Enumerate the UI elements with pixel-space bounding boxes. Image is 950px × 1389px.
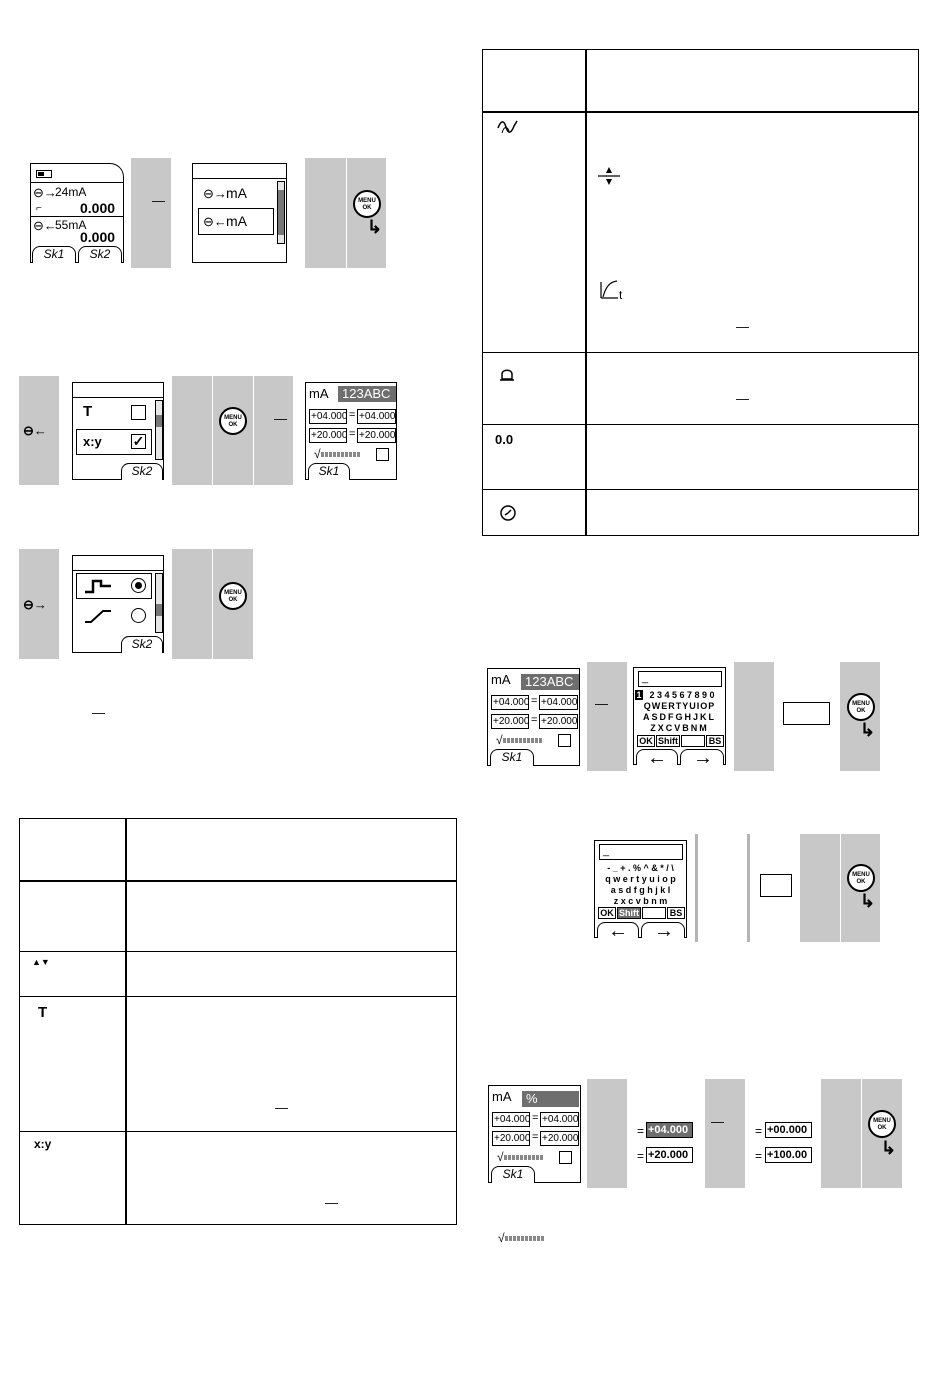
return-arrow-icon: ↳ <box>367 217 383 237</box>
equals: = <box>349 428 356 440</box>
input-icon: ⊖← <box>203 214 227 229</box>
xy-checkbox[interactable]: ✓ <box>132 433 145 449</box>
menu-item-output-ma[interactable]: mA <box>226 185 247 201</box>
scrollbar[interactable] <box>155 573 163 633</box>
key-row-qwerty[interactable]: q w e r t y u i o p <box>605 874 676 884</box>
text-entry-field[interactable]: _ <box>638 671 722 687</box>
softkey-1[interactable]: Sk1 <box>308 463 350 480</box>
xy-icon: x:y <box>83 434 102 449</box>
sqrt-checkbox[interactable] <box>559 1151 572 1164</box>
output-low[interactable]: +04.000 <box>359 411 396 422</box>
menu-ok-button[interactable]: MENU OK <box>847 864 875 892</box>
unit-field[interactable]: % <box>522 1091 579 1107</box>
text-entry-field[interactable]: _ <box>599 844 683 860</box>
t-checkbox[interactable] <box>131 405 146 420</box>
scrollbar[interactable] <box>155 400 163 460</box>
row-rule <box>483 489 918 490</box>
softkey-1[interactable]: Sk1 <box>491 1166 535 1183</box>
scaling-screen <box>305 382 397 480</box>
row-rule <box>20 951 456 952</box>
damping-icon <box>596 165 622 187</box>
channel1-range: 24mA <box>55 185 87 199</box>
row-rule <box>20 996 456 997</box>
sqrt-bargraph-icon: √ <box>498 1231 545 1245</box>
wave-filter-icon <box>496 118 520 136</box>
step-box <box>587 1079 627 1188</box>
dash-symbol: — <box>736 391 749 406</box>
svg-text:t: t <box>619 288 623 300</box>
unit-label: mA <box>491 672 511 687</box>
unit-label: mA <box>492 1089 512 1104</box>
output-high[interactable]: +20.000 <box>541 716 578 727</box>
divider <box>30 216 123 217</box>
step-box <box>131 158 171 268</box>
shift-key-active[interactable]: Shift <box>619 908 639 918</box>
backspace-key[interactable]: BS <box>667 907 685 919</box>
output-icon: ⊖→ <box>23 597 47 612</box>
menu-ok-button[interactable]: MENU OK <box>219 582 247 610</box>
output-mode-screen <box>72 555 164 653</box>
dash-symbol: — <box>92 705 105 720</box>
timer-icon <box>498 502 518 522</box>
dash-symbol: — <box>736 319 749 334</box>
output-high[interactable]: +20.000 <box>359 430 396 441</box>
equals: = <box>532 1131 539 1143</box>
column-divider <box>585 50 587 535</box>
output-high[interactable]: +20.000 <box>542 1133 579 1144</box>
softkey-2[interactable]: Sk2 <box>78 246 122 263</box>
output-low[interactable]: +04.000 <box>541 697 578 708</box>
softkey-2[interactable]: Sk2 <box>121 463 163 480</box>
softkey-2[interactable]: Sk2 <box>121 636 163 653</box>
input-low[interactable]: +04.000 <box>494 1114 531 1125</box>
divider <box>193 178 286 179</box>
divider <box>30 182 123 183</box>
cursor-right-button[interactable] <box>641 920 685 942</box>
key-row-zxcv[interactable]: z x c v b n m <box>613 896 668 906</box>
equals: = <box>637 1149 645 1163</box>
step-box <box>734 662 774 771</box>
edit-high[interactable]: +20.000 <box>646 1147 693 1163</box>
arrow-left-icon: ← <box>647 747 667 769</box>
menu-ok-button[interactable]: MENU OK <box>353 190 381 218</box>
empty-field-box <box>760 874 792 897</box>
menu-ok-button[interactable]: MENU OK <box>847 693 875 721</box>
channel1-reading: 0.000 <box>80 200 116 216</box>
cursor-left-button[interactable] <box>636 747 678 769</box>
menu-ok-button[interactable]: MENU OK <box>868 1110 896 1138</box>
softkey-1[interactable]: Sk1 <box>490 749 534 766</box>
percent-scaling-screen <box>488 1085 581 1183</box>
space-key[interactable] <box>642 907 666 919</box>
key-row-digits[interactable]: 2 3 4 5 6 7 8 9 0 <box>644 690 715 700</box>
step-radio[interactable] <box>131 578 146 593</box>
unit-field[interactable]: 123ABC <box>521 674 579 690</box>
dash-symbol: — <box>325 1195 338 1210</box>
equals: = <box>755 1149 763 1163</box>
arrow-left-icon: ← <box>608 920 628 942</box>
ramp-mode-icon <box>83 608 113 624</box>
decimal-digits-icon: 0.0 <box>495 432 514 447</box>
softkey-1[interactable]: Sk1 <box>32 246 76 263</box>
input-icon: ⊖← <box>23 423 47 438</box>
empty-field-box <box>783 702 830 725</box>
equals: = <box>532 1112 539 1124</box>
sqrt-icon: √ <box>314 447 361 461</box>
right-table <box>482 49 919 536</box>
edit-low-highlighted[interactable]: +04.000 <box>646 1122 693 1138</box>
t-icon: T <box>38 1004 48 1021</box>
equals: = <box>349 409 356 421</box>
channel2-input-icon: ⊖← <box>33 218 57 233</box>
equals: = <box>531 714 538 726</box>
unit-label: mA <box>309 386 329 401</box>
input-high[interactable]: +20.000 <box>493 716 530 727</box>
menu-item-input-ma[interactable]: mA <box>226 213 247 229</box>
step-box <box>172 549 212 659</box>
alarm-bell-icon <box>498 366 516 384</box>
sqrt-icon: √ <box>497 1150 544 1164</box>
space-key[interactable] <box>681 735 705 747</box>
return-arrow-icon: ↳ <box>860 891 876 911</box>
dash-symbol: — <box>595 696 608 711</box>
cursor-left-button[interactable] <box>597 920 639 942</box>
equals: = <box>637 1124 645 1138</box>
input-low[interactable]: +04.000 <box>493 697 530 708</box>
return-arrow-icon: ↳ <box>881 1138 897 1158</box>
input-low[interactable]: +04.000 <box>311 411 348 422</box>
key-row-symbols[interactable]: - _ + . % ^ & * / \ <box>607 863 674 873</box>
linearization-screen <box>72 382 164 480</box>
step-icon: ⌐ <box>36 203 42 214</box>
main-display-screen <box>30 163 124 263</box>
row-rule <box>483 352 918 353</box>
equals: = <box>755 1124 763 1138</box>
header-rule <box>483 111 918 113</box>
t-icon: T <box>83 403 93 420</box>
separator-bar <box>747 834 750 942</box>
step-mode-icon <box>83 578 113 594</box>
key-row-asdf[interactable]: ASDFGHJKL <box>642 712 716 722</box>
key-1-selected[interactable]: 1 <box>636 690 642 700</box>
dash-symbol: — <box>275 1100 288 1115</box>
keyboard-uppercase-screen <box>633 667 726 769</box>
xy-icon: x:y <box>34 1137 52 1151</box>
keyboard-lowercase-screen <box>594 840 687 942</box>
row-rule <box>483 424 918 425</box>
step-box <box>305 158 346 268</box>
key-row-qwerty[interactable]: QWERTYUIOP <box>643 701 716 711</box>
input-high[interactable]: +20.000 <box>311 430 348 441</box>
final-low[interactable]: +00.000 <box>765 1122 812 1138</box>
output-low[interactable]: +04.000 <box>542 1114 579 1125</box>
arrow-right-icon: → <box>654 920 674 942</box>
sqrt-icon: √ <box>496 733 543 747</box>
unit-field[interactable]: 123ABC <box>338 386 396 402</box>
input-high[interactable]: +20.000 <box>494 1133 531 1144</box>
channel-select-screen <box>192 163 287 263</box>
divider <box>73 570 163 571</box>
ramp-radio[interactable] <box>131 608 146 623</box>
scaling-screen <box>487 668 580 766</box>
scrollbar[interactable] <box>277 181 285 244</box>
menu-ok-button[interactable]: MENU OK <box>219 407 247 435</box>
ok-key[interactable]: OK <box>598 907 616 919</box>
key-row-asdf[interactable]: a s d f g h j k l <box>610 885 671 895</box>
up-down-arrows-icon: ▲▼ <box>32 957 50 967</box>
step-box <box>253 376 293 485</box>
channel2-range: 55mA <box>55 218 87 232</box>
output-icon: ⊖→ <box>203 186 227 201</box>
separator-bar <box>695 834 698 942</box>
header-rule <box>20 880 456 882</box>
left-table <box>19 818 457 1225</box>
dash-symbol: — <box>711 1114 724 1129</box>
rise-time-icon <box>598 278 626 300</box>
ok-key[interactable]: OK <box>637 735 655 747</box>
channel1-output-icon: ⊖→ <box>33 185 57 200</box>
cursor-right-button[interactable] <box>680 747 724 769</box>
dash-symbol: — <box>274 411 287 426</box>
divider <box>73 397 163 398</box>
row-rule <box>20 1131 456 1132</box>
dash-symbol: — <box>152 193 165 208</box>
return-arrow-icon: ↳ <box>860 720 876 740</box>
equals: = <box>531 695 538 707</box>
step-box <box>800 834 840 942</box>
step-box <box>172 376 212 485</box>
backspace-key[interactable]: BS <box>706 735 724 747</box>
battery-icon <box>36 170 52 178</box>
channel2-reading: 0.000 <box>80 229 116 245</box>
step-box <box>821 1079 861 1188</box>
key-row-zxcv[interactable]: ZXCVBNM <box>650 723 709 733</box>
sqrt-checkbox[interactable] <box>558 734 571 747</box>
sqrt-checkbox[interactable] <box>376 448 389 461</box>
shift-key[interactable]: Shift <box>658 736 678 746</box>
step-box <box>587 662 627 771</box>
final-high[interactable]: +100.00 <box>765 1147 812 1163</box>
arrow-right-icon: → <box>693 747 713 769</box>
step-box <box>705 1079 745 1188</box>
